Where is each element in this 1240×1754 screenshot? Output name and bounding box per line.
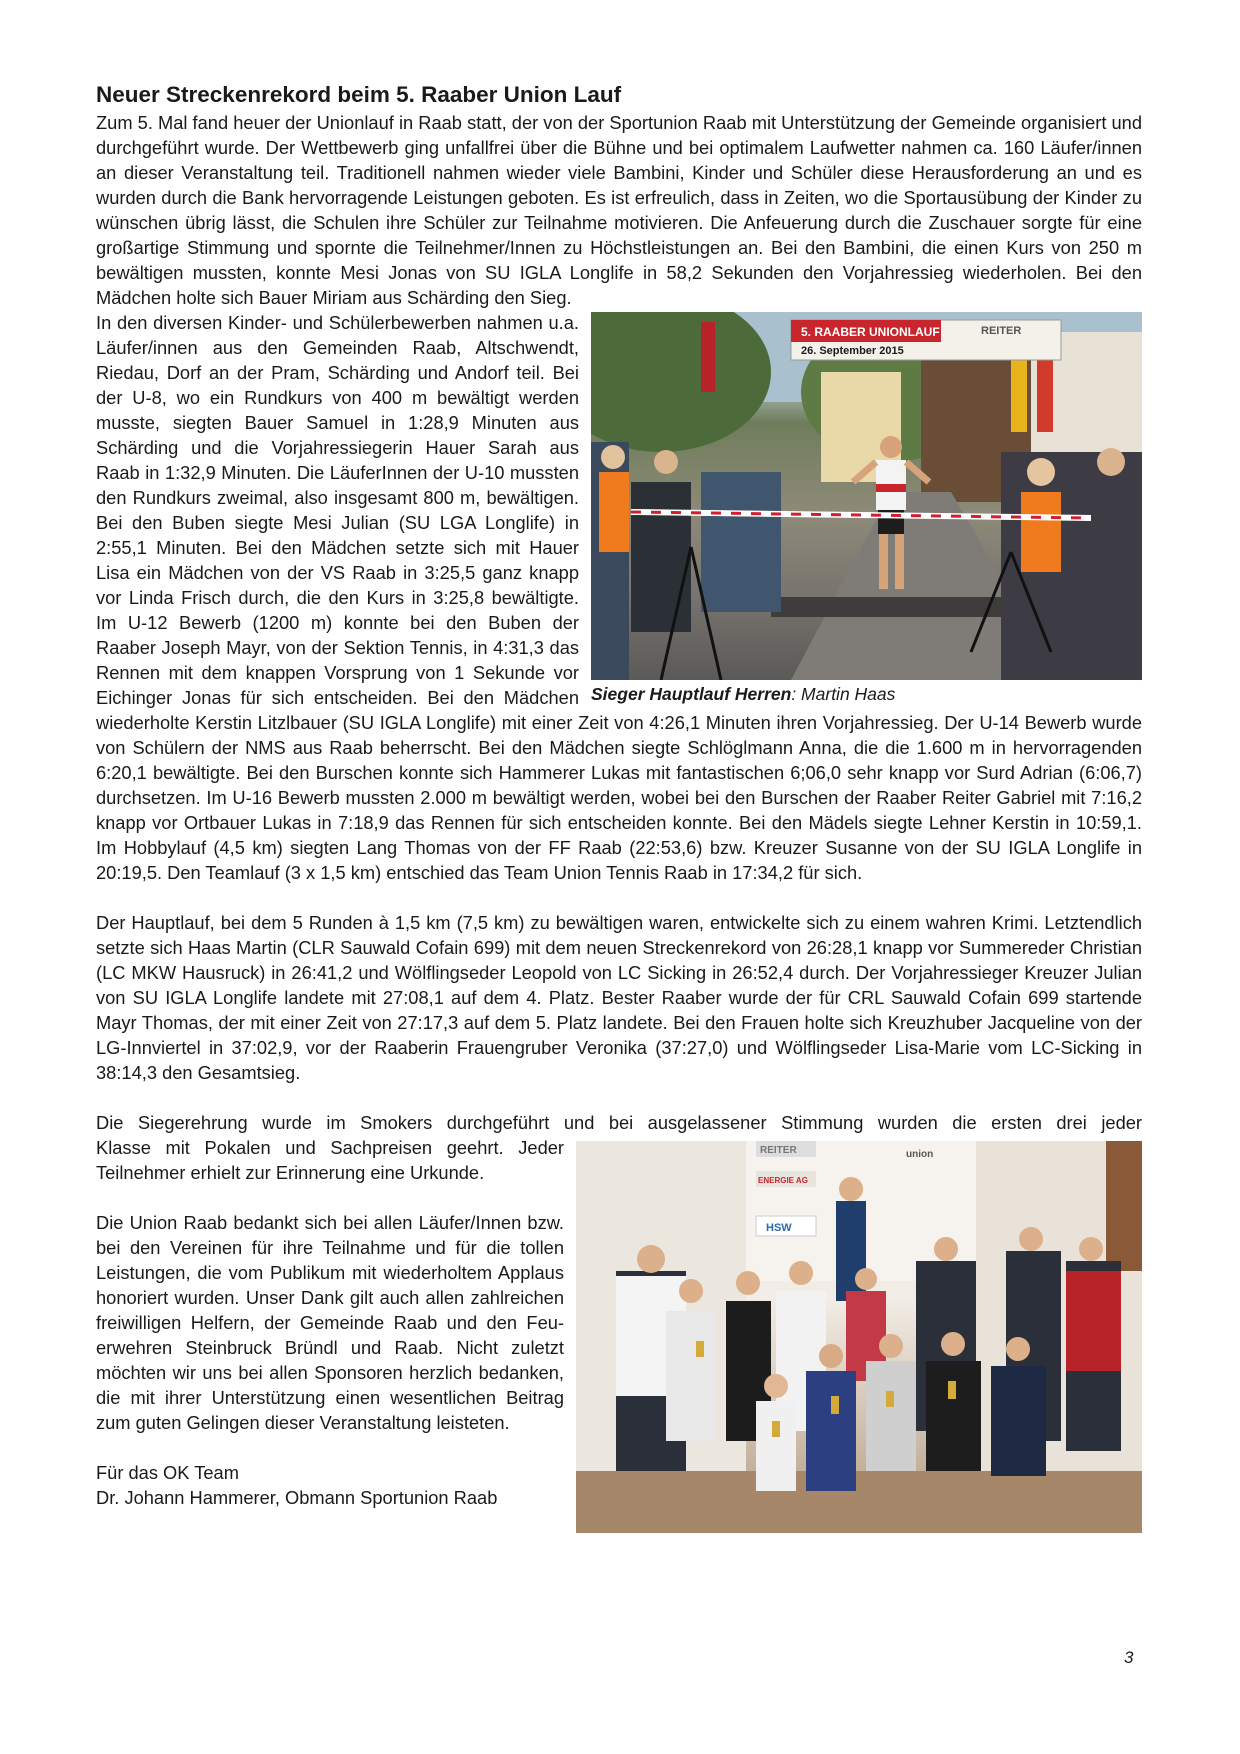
paragraph-awards-rest: Klasse mit Pokalen und Sachpreisen geehrt. Jeder Teilnehmer erhielt zur Erinnerung eine Urkunde. bbox=[96, 1137, 564, 1183]
sponsor-reiter: REITER bbox=[760, 1145, 797, 1156]
paragraph-intro: Zum 5. Mal fand heuer der Unionlauf in Raab statt, der von der Sportunion Raab mit Unterstützung der Gemeinde organisiert und durchgeführt wurde. Der Wettbewerb ging unfallfrei über die Bühne und bei optimalem Laufwetter nahmen ca. 160 Läufer/innen an dieser Veranstaltung teil. Traditionell nahmen wieder viele Bambini, Kinder und Schüler diese Herausforderung an und es wurden durch die Bank hervorragende Leistungen geboten. Es ist erfreulich, dass in Zeiten, wo die Sportausübung der Kinder zu wünschen übrig lässt, die Schulen ihre Schüler zur Teilnahme motivieren. Die Anfeuerung durch die Zuschauer sorgte für eine großartige Stimmung und spornte die Teilnehmer/Innen zu Höchstleistungen an. Bei den Bambini, die einen Kurs von 250 m bewältigen mussten, konnte Mesi Jonas von SU IGLA Longlife in 58,2 Sekunden den Vorjahressieg wiederholen. Bei den Mädchen holte sich Bauer Miriam aus Schärding den Sieg. bbox=[96, 112, 1142, 308]
figure-finish bbox=[591, 312, 1142, 706]
article-title: Neuer Streckenrekord beim 5. Raaber Union Lauf bbox=[96, 82, 622, 107]
signature-line2: Dr. Johann Hammerer, Obmann Sportunion Raab bbox=[96, 1487, 498, 1508]
caption-name: : Martin Haas bbox=[791, 684, 896, 704]
paragraph-awards-line1: Die Siegerehrung wurde im Smokers durchgeführt und bei ausgelassener Stimmung wurden die ersten drei jeder bbox=[96, 1112, 1142, 1133]
sponsor-union: union bbox=[906, 1149, 934, 1160]
paragraph-main-race: Der Hauptlauf, bei dem 5 Runden à 1,5 km (7,5 km) zu bewältigen waren, entwickelte sich zu einem wahren Krimi. Letztendlich setzte sich Haas Martin (CLR Sauwald Cofain 699) mit dem neuen Streckenrekord von 26:28,1 knapp vor Summereder Christian (LC MKW Hausruck) in 26:41,2 und Wölflingseder Leopold von LC Sicking in 26:52,4 durch. Der Vorjahressieger Kreuzer Julian von SU IGLA Longlife landete mit 27:08,1 auf dem 4. Platz. Bester Raaber wurde der für CRL Sauwald Cofain 699 startende Mayr Thomas, der mit einer Zeit von 27:17,3 auf dem 5. Platz landete. Bei den Frauen holte sich Kreuzhuber Jacqueline von der LG-Innviertel in 37:02,9, vor der Raaberin Frauengruber Veronika (37:27,0) und Wölflingseder Lisa-Marie vom LC-Sicking in 38:14,3 den Gesamtsieg. bbox=[96, 912, 1142, 1083]
page-number: 3 bbox=[1124, 1648, 1134, 1667]
photo-finish-line bbox=[591, 312, 1142, 680]
photo-finish-caption bbox=[591, 682, 1142, 706]
banner-title: 5. RAABER UNIONLAUF bbox=[801, 325, 940, 339]
caption-bold: Sieger Hauptlauf Herren bbox=[591, 684, 792, 704]
sponsor-energie: ENERGIE AG bbox=[758, 1176, 808, 1185]
paragraph-youth-results: In den diversen Kinder- und Schülerbewerben nahmen u.a. Läufer/innen aus den Gemeinden Raab, Altschwendt, Riedau, Dorf an der Pram, Schärding und Andorf teil. Bei der U-8, wo ein Rundkurs von 400 m bewältigt werden musste, siegten Bauer Samuel in 1:28,9 Minuten aus Schärding und die Vorjahressiegerin Hauer Sarah aus Raab in 1:32,9 Minuten. Die LäuferInnen der U-10 mussten den Rundkurs zweimal, also insgesamt 800 m, bewältigen. Bei den Buben siegte Mesi Julian (SU LGA Longlife) in 2:55,1 Minuten. Bei den Mädchen setzte sich mit Hauer Lisa ein Mädchen von der VS Raab in 3:25,5 ganz knapp vor Linda Frisch durch, die den Kurs in 3:25,8 bewältigte. Im U-12 Bewerb (1200 m) konnte bei den Buben der Raaber Joseph Mayr, von der Sektion Tennis, in 4:31,3 das Rennen mit dem knappen Vorsprung von 1 Sekunde vor Eichinger Jonas für sich entscheiden. Bei den Mädchen wiederholte Kerstin Litzlbauer (SU IGLA Longlife) mit einer Zeit von 4:26,1 Minuten ihren Vorjahressieg. Der U-14 Bewerb wurde von Schülern der NMS aus Raab beherrscht. Bei den Mädchen siegte Schlöglmann Anna, die die 1.600 m in hervorragenden 6:20,1 bewältigte. Bei den Burschen konnte sich Hammerer Lukas mit fantastischen 6;06,0 sehr knapp vor Surd Adrian (6:06,7) durchsetzen. Im U-16 Bewerb mussten 2.000 m bewältigt werden, wobei bei den Burschen der Raaber Reiter Gabriel mit 7:16,2 knapp vor Ortbauer Lukas in 7:18,9 das Rennen für sich entscheiden konnte. Bei den Mädels siegte Lehner Kerstin in 10:59,1. Im Hobbylauf (4,5 km) siegten Lang Thomas von der FF Raab (22:53,6) bzw. Kreuzer Susanne von der SU IGLA Longlife in 20:19,5. Den Teamlauf (3 x 1,5 km) entschied das Team Union Tennis Raab in 17:34,2 für sich. bbox=[96, 312, 1142, 883]
photo-award-ceremony bbox=[576, 1141, 1142, 1533]
banner-brand: REITER bbox=[981, 325, 1022, 337]
banner-date: 26. September 2015 bbox=[801, 345, 904, 357]
article bbox=[96, 82, 1142, 1533]
sponsor-hsw: HSW bbox=[766, 1222, 792, 1234]
figure-awards bbox=[576, 1141, 1142, 1533]
paragraph-thanks: Die Union Raab bedankt sich bei allen Läufer/Innen bzw. bei den Vereinen für ihre Teilnahme und für die tollen Leistungen, die vom Publikum mit wiederholtem Applaus honoriert wurden. Unser Dank gilt auch allen zahlreichen freiwilligen Helfern, der Gemeinde Raab und den Feu-erwehren Steinbruck Bründl und Raab. Nicht zuletzt möchten wir uns bei allen Sponsoren herzlich bedanken, die mit ihrer Unterstützung einen wesentlichen Beitrag zum guten Gelingen dieser Veranstaltung leisteten. bbox=[96, 1212, 564, 1433]
signature-line1: Für das OK Team bbox=[96, 1462, 239, 1483]
